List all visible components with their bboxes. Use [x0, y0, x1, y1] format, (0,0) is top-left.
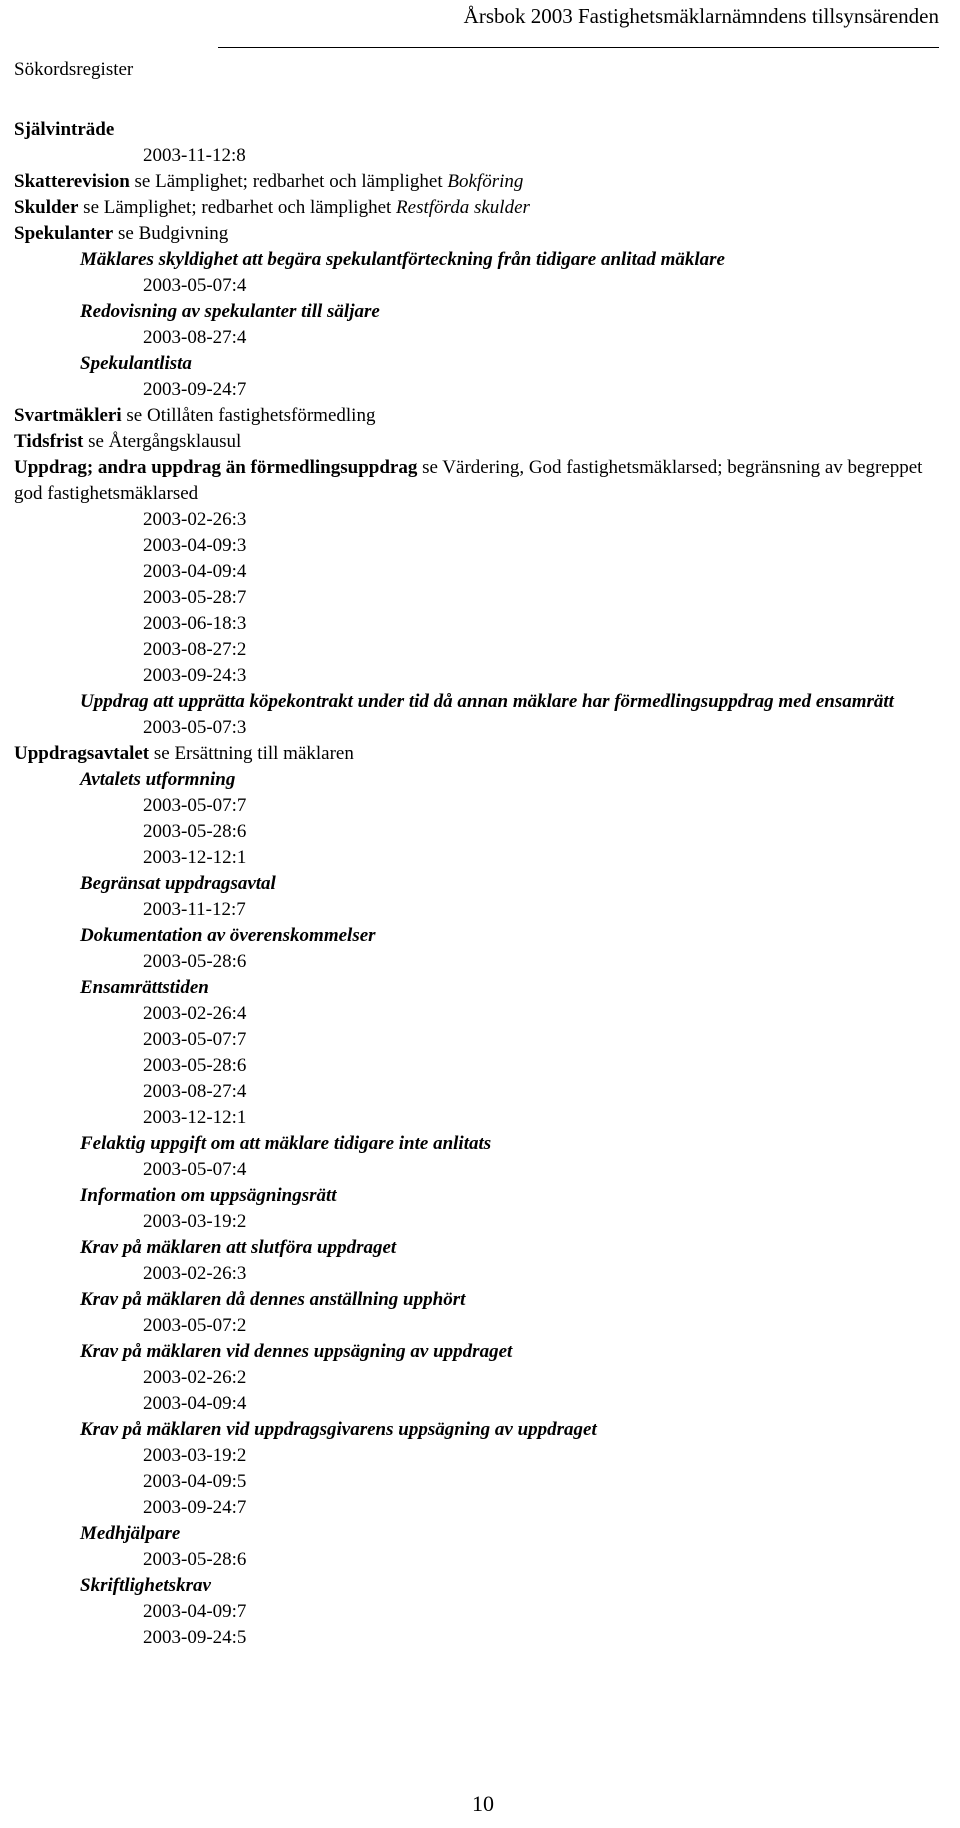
- case-ref: 2003-09-24:5: [143, 1627, 247, 1648]
- case-ref: 2003-05-07:4: [143, 1159, 247, 1180]
- case-ref: 2003-08-27:2: [143, 639, 247, 660]
- index-subterm: Avtalets utformning: [80, 769, 236, 790]
- case-ref: 2003-04-09:4: [143, 1393, 247, 1414]
- see-target: Bokföring: [447, 171, 524, 192]
- index-entry: [14, 195, 934, 221]
- see-reference: se Återgångsklausul: [83, 431, 242, 452]
- index-term: Spekulanter: [14, 223, 114, 244]
- header-rule: [218, 47, 939, 48]
- index-subterm: Redovisning av spekulanter till säljare: [80, 301, 380, 322]
- see-reference: se Budgivning: [113, 223, 229, 244]
- index-subterm: Ensamrättstiden: [80, 977, 209, 998]
- case-ref: 2003-05-07:3: [143, 717, 247, 738]
- case-ref: 2003-09-24:7: [143, 379, 247, 400]
- case-ref: 2003-06-18:3: [143, 613, 247, 634]
- page-number: 10: [472, 1791, 494, 1816]
- case-ref: 2003-08-27:4: [143, 1081, 247, 1102]
- index-entry: [14, 403, 934, 429]
- header-title: Årsbok 2003 Fastighetsmäklarnämndens tillsynsärenden: [463, 4, 939, 28]
- index-subterm: Spekulantlista: [80, 353, 192, 374]
- case-ref: 2003-05-28:6: [143, 1055, 247, 1076]
- case-ref: 2003-11-12:7: [143, 899, 246, 920]
- index-entry: [14, 455, 934, 507]
- case-ref: 2003-02-26:3: [143, 1263, 247, 1284]
- index-subterm: Krav på mäklaren då dennes anställning upphört: [80, 1289, 466, 1310]
- case-ref: 2003-05-07:7: [143, 795, 247, 816]
- see-reference: se Ersättning till mäklaren: [149, 743, 354, 764]
- index-subterm: Mäklares skyldighet att begära spekulantförteckning från tidigare anlitad mäklare: [80, 249, 725, 270]
- index-subterm: Dokumentation av överenskommelser: [80, 925, 376, 946]
- index-subterm: Uppdrag att upprätta köpekontrakt under tid då annan mäklare har förmedlingsuppdrag med ensamrätt: [80, 691, 894, 712]
- see-target: Restförda skulder: [396, 197, 530, 218]
- case-ref: 2003-04-09:7: [143, 1601, 247, 1622]
- index-entry: [14, 429, 934, 455]
- case-ref: 2003-09-24:7: [143, 1497, 247, 1518]
- case-ref: 2003-11-12:8: [143, 145, 246, 166]
- index-entry: [14, 221, 934, 247]
- index-term: Skatterevision: [14, 171, 130, 192]
- index-list: [14, 117, 934, 1651]
- section-title: Sökordsregister: [14, 59, 134, 80]
- case-ref: 2003-04-09:5: [143, 1471, 247, 1492]
- case-ref: 2003-12-12:1: [143, 847, 247, 868]
- case-ref: 2003-03-19:2: [143, 1445, 247, 1466]
- case-ref: 2003-09-24:3: [143, 665, 247, 686]
- see-reference: se Otillåten fastighetsförmedling: [121, 405, 376, 426]
- case-ref: 2003-04-09:4: [143, 561, 247, 582]
- index-entry: [14, 169, 934, 195]
- index-term: Uppdrag; andra uppdrag än förmedlingsuppdrag: [14, 457, 418, 478]
- case-ref: 2003-05-28:6: [143, 1549, 247, 1570]
- case-ref: 2003-08-27:4: [143, 327, 247, 348]
- case-ref: 2003-05-28:6: [143, 821, 247, 842]
- see-reference: se Värdering, God fastighetsmäklarsed; begränsning av begreppet god fastighetsmäklarsed: [14, 457, 923, 504]
- case-ref: 2003-02-26:4: [143, 1003, 247, 1024]
- page-header: [0, 0, 939, 44]
- case-ref: 2003-04-09:3: [143, 535, 247, 556]
- case-ref: 2003-05-07:4: [143, 275, 247, 296]
- case-ref: 2003-05-07:2: [143, 1315, 247, 1336]
- case-ref: 2003-05-28:7: [143, 587, 247, 608]
- index-entry: [14, 741, 934, 767]
- index-term: Skulder: [14, 197, 79, 218]
- case-ref: 2003-05-07:7: [143, 1029, 247, 1050]
- index-subterm: Information om uppsägningsrätt: [80, 1185, 337, 1206]
- see-reference: se Lämplighet; redbarhet och lämplighet: [78, 197, 397, 218]
- index-subterm: Krav på mäklaren att slutföra uppdraget: [80, 1237, 397, 1258]
- index-term: Uppdragsavtalet: [14, 743, 150, 764]
- index-subterm: Felaktig uppgift om att mäklare tidigare inte anlitats: [80, 1133, 492, 1154]
- case-ref: 2003-02-26:3: [143, 509, 247, 530]
- index-subterm: Krav på mäklaren vid dennes uppsägning av uppdraget: [80, 1341, 513, 1362]
- index-subterm: Skriftlighetskrav: [80, 1575, 211, 1596]
- see-reference: se Lämplighet; redbarhet och lämplighet: [129, 171, 448, 192]
- case-ref: 2003-03-19:2: [143, 1211, 247, 1232]
- case-ref: 2003-02-26:2: [143, 1367, 247, 1388]
- case-ref: 2003-12-12:1: [143, 1107, 247, 1128]
- index-term: Självinträde: [14, 119, 115, 140]
- index-subterm: Medhjälpare: [80, 1523, 181, 1544]
- index-term: Tidsfrist: [14, 431, 84, 452]
- index-subterm: Begränsat uppdragsavtal: [80, 873, 276, 894]
- case-ref: 2003-05-28:6: [143, 951, 247, 972]
- index-term: Svartmäkleri: [14, 405, 122, 426]
- index-subterm: Krav på mäklaren vid uppdragsgivarens uppsägning av uppdraget: [80, 1419, 597, 1440]
